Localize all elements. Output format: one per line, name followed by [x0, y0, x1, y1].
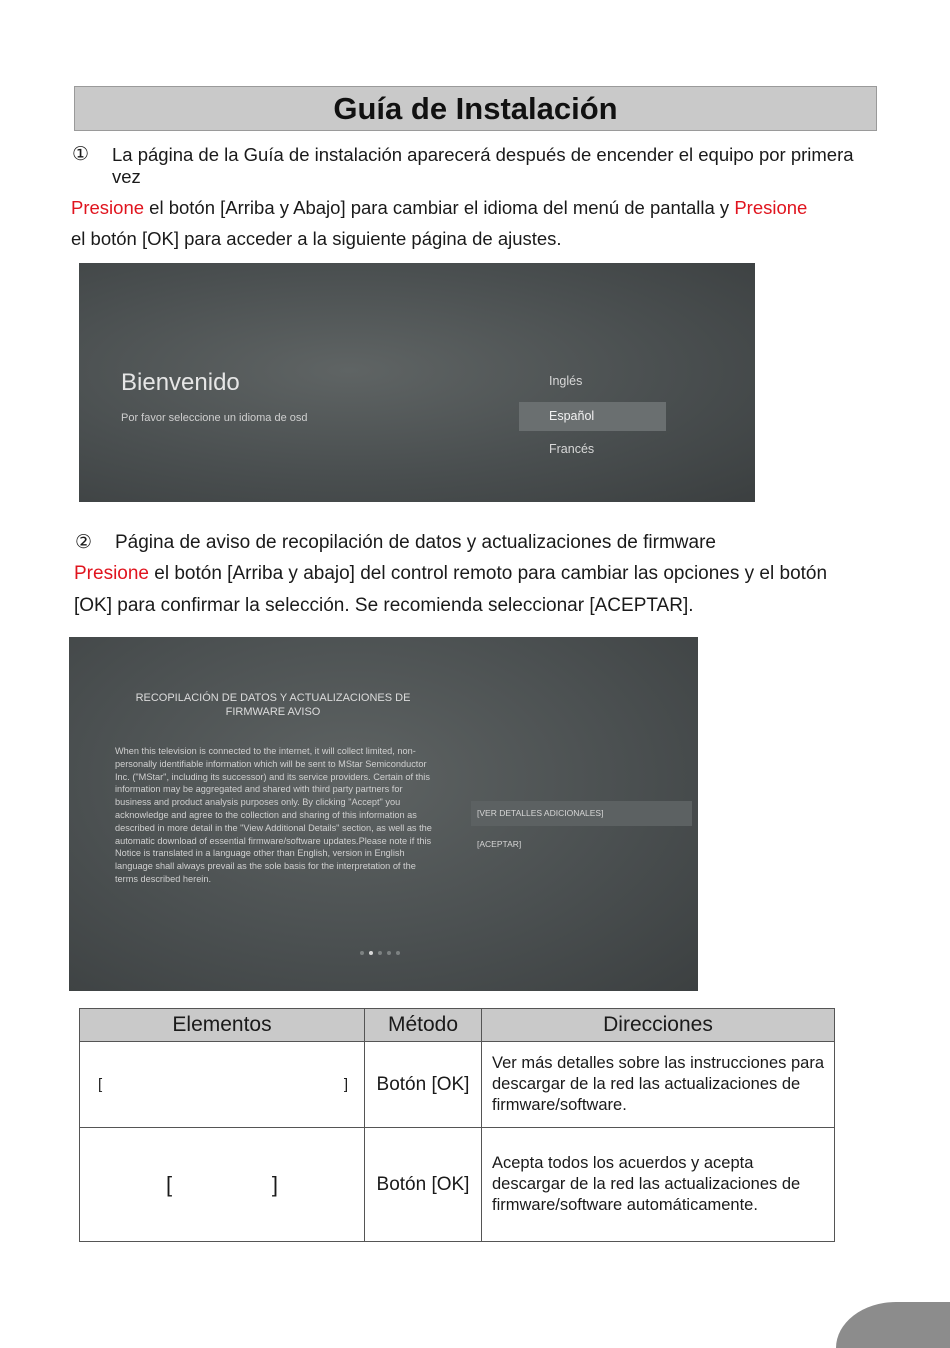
notice-body: When this television is connected to the internet, it will collect limited, non-personally identifiable information which will be sent to MStar Semiconductor Inc. ("MStar", including its successor) and its service providers. Certain of this information may be aggregated and shared with third party partners for business and product analysis purposes only. By clicking "Accept" you acknowledge and agree to the collection and sharing of this information as described in more detail in the "View Additional Details" section, as well as the automatic download of essential firmware/software updates.Please note if this Notice is translated in a language other than English, version in English language shall always prevail as the sole basis for the interpretation of the terms described herein.: [115, 746, 432, 884]
page-number-tab: [836, 1302, 950, 1348]
section2-heading: [75, 532, 716, 554]
instruction-text: el botón [Arriba y abajo] del control remoto para cambiar las opciones y el botón: [149, 563, 828, 584]
section1-heading: [72, 144, 872, 188]
direction-cell: Ver más detalles sobre las instrucciones para descargar de la red las actualizaciones de firmware/software.: [482, 1042, 835, 1128]
col-header-elementos: Elementos: [80, 1009, 365, 1042]
col-header-metodo: Método: [365, 1009, 482, 1042]
item-bracket-close: ]: [271, 1171, 278, 1197]
options-table: [79, 1008, 835, 1242]
section2-heading-text: Página de aviso de recopilación de datos y actualizaciones de firmware: [115, 532, 716, 553]
instruction-text: el botón [Arriba y Abajo] para cambiar el idioma del menú de pantalla y: [144, 197, 735, 218]
item-bracket-open: [: [166, 1171, 173, 1197]
page-dot: [387, 951, 391, 955]
direction-cell: Acepta todos los acuerdos y acepta descargar de la red las actualizaciones de firmware/software automáticamente.: [482, 1128, 835, 1242]
col-header-direcciones: Direcciones: [482, 1009, 835, 1042]
welcome-screen: [79, 263, 755, 502]
method-cell: Botón [OK]: [365, 1128, 482, 1242]
section2-instruction-line1: [74, 563, 914, 585]
section2-marker: ②: [75, 532, 93, 553]
page-indicator: [360, 951, 400, 955]
accept-option[interactable]: [ACEPTAR]: [477, 839, 522, 849]
data-notice-screen: [69, 637, 698, 991]
press-word: Presione: [71, 197, 145, 218]
section1-instruction-line1: [71, 197, 891, 219]
item-cell: [80, 1042, 365, 1128]
view-details-option[interactable]: [VER DETALLES ADICIONALES]: [471, 801, 692, 826]
item-bracket-open: [: [98, 1076, 103, 1093]
welcome-subtitle: Por favor seleccione un idioma de osd: [121, 412, 308, 424]
press-word: Presione: [74, 563, 149, 584]
item-bracket-close: ]: [343, 1076, 348, 1093]
table-row: [80, 1128, 835, 1242]
item-cell: [80, 1128, 365, 1242]
table-header-row: [80, 1009, 835, 1042]
page-dot: [378, 951, 382, 955]
method-cell: Botón [OK]: [365, 1042, 482, 1128]
press-word: Presione: [734, 197, 808, 218]
section1-marker: ①: [72, 144, 90, 165]
page-title: Guía de Instalación: [333, 90, 618, 126]
page-dot-active: [369, 951, 373, 955]
notice-title: RECOPILACIÓN DE DATOS Y ACTUALIZACIONES DE FIRMWARE AVISO: [135, 692, 411, 718]
instruction-text: [OK] para confirmar la selección. Se recomienda seleccionar [ACEPTAR].: [74, 595, 694, 616]
language-option-espanol[interactable]: Español: [519, 402, 666, 431]
section2-instruction-line2: [74, 595, 694, 617]
table-row: [80, 1042, 835, 1128]
language-option-ingles[interactable]: Inglés: [549, 374, 583, 388]
title-bar: [74, 86, 877, 131]
welcome-title: Bienvenido: [121, 369, 240, 396]
page-dot: [396, 951, 400, 955]
page-dot: [360, 951, 364, 955]
language-option-frances[interactable]: Francés: [549, 442, 595, 456]
section1-heading-text: La página de la Guía de instalación aparecerá después de encender el equipo por primera vez: [112, 144, 854, 187]
section1-instruction-line2: [71, 228, 562, 250]
instruction-text: el botón [OK] para acceder a la siguiente página de ajustes.: [71, 228, 562, 249]
